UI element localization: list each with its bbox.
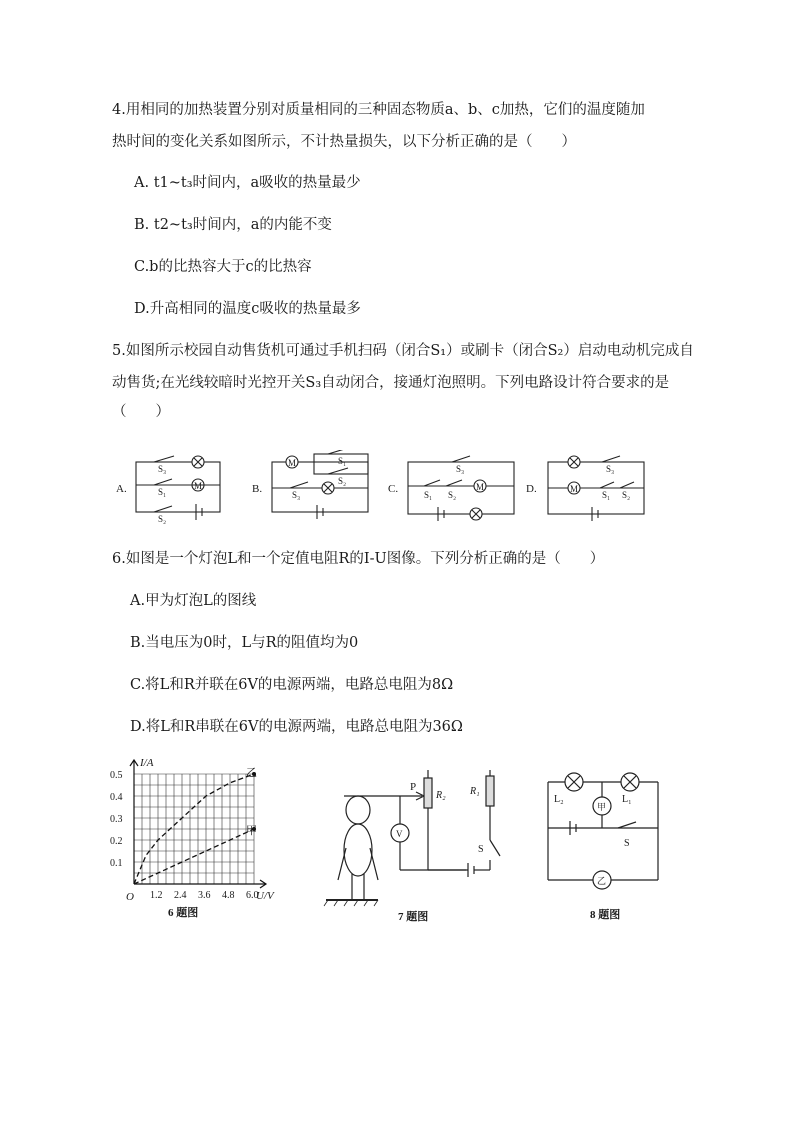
fig8-circuit [540, 768, 670, 928]
fig6-iu-chart [108, 754, 278, 924]
q6-option-d: D.将L和R串联在6V的电源两端，电路总电阻为36Ω [130, 719, 463, 735]
series-line-jia [134, 829, 254, 884]
fig7-p-label: P [410, 781, 417, 793]
fig8-meter-jia: 甲 [597, 802, 607, 812]
circuit-d-s2: S₂ [622, 490, 631, 500]
fig6-origin-label: O [126, 891, 134, 903]
circuit-b-label: B. [252, 483, 263, 495]
circuit-b-s1: S₁ [338, 456, 347, 466]
q6-option-c: C.将L和R并联在6V的电源两端，电路总电阻为8Ω [130, 677, 454, 693]
q4-option-b: B. t2~t₃时间内，a的内能不变 [134, 217, 332, 233]
x-tick-label: 4.8 [222, 890, 235, 901]
q4-stem-line1: 4.用相同的加热装置分别对质量相同的三种固态物质a、b、c加热，它们的温度随加 [112, 102, 645, 118]
x-tick-label: 6.0 [246, 890, 259, 901]
x-tick-label: 2.4 [174, 890, 187, 901]
q4-stem-line2: 热时间的变化关系如图所示，不计热量损失，以下分析正确的是（ ） [112, 134, 576, 150]
fig6-x-axis-label: U/V [256, 890, 274, 902]
circuit-d-s3: S₃ [606, 464, 615, 474]
fig7-voltmeter-label: V [396, 829, 403, 839]
q6-option-b: B.当电压为0时，L与R的阻值均为0 [130, 635, 359, 651]
circuit-c-s3: S₃ [456, 464, 465, 474]
q6-option-a: A.甲为灯泡L的图线 [130, 593, 257, 609]
fig8-switch-label: S [624, 838, 630, 849]
q4-option-a: A. t1~t₃时间内，a吸收的热量最少 [134, 175, 361, 191]
fig7-r1-label: R₁ [470, 786, 480, 797]
circuit-c-label: C. [388, 483, 399, 495]
fig7-caption: 7 题图 [398, 911, 429, 923]
q6-stem: 6.如图是一个灯泡L和一个定值电阻R的I-U图像。下列分析正确的是（ ） [112, 551, 605, 567]
y-tick-label: 0.1 [110, 858, 123, 869]
q5-stem-line3: （ ） [112, 404, 170, 420]
y-tick-label: 0.5 [110, 770, 123, 781]
fig6-caption: 6 题图 [168, 907, 199, 919]
circuit-c-motor: M [476, 482, 485, 492]
q5-stem-line1: 5.如图所示校园自动售货机可通过手机扫码（闭合S₁）或刷卡（闭合S₂）启动电动机完成自 [112, 343, 694, 359]
x-tick-label: 3.6 [198, 890, 211, 901]
circuit-d-motor: M [570, 484, 579, 494]
circuit-a-s1: S₁ [158, 487, 167, 497]
circuit-a-label: A. [116, 483, 127, 495]
x-tick-label: 1.2 [150, 890, 163, 901]
fig7-switch-label: S [478, 844, 484, 855]
fig6-curve-jia-label: 甲 [246, 825, 257, 837]
y-tick-label: 0.4 [110, 792, 123, 803]
circuit-b-s2: S₂ [338, 476, 347, 486]
y-tick-label: 0.2 [110, 836, 123, 847]
fig8-l2-label: L₂ [554, 794, 564, 805]
y-tick-label: 0.3 [110, 814, 123, 825]
q4-option-c: C.b的比热容大于c的比热容 [134, 259, 312, 275]
circuit-b-s3: S₃ [292, 490, 301, 500]
circuit-a-s3: S₃ [158, 464, 167, 474]
circuit-a-s2: S₂ [158, 514, 167, 524]
fig8-l1-label: L₁ [622, 794, 632, 805]
circuit-b-motor: M [288, 458, 297, 468]
fig8-caption: 8 题图 [590, 909, 621, 921]
circuit-c-s1: S₁ [424, 490, 433, 500]
circuit-d-label: D. [526, 483, 537, 495]
q5-circuit-options [112, 450, 672, 530]
fig7-r2-label: R₂ [436, 790, 446, 801]
q5-stem-line2: 动售货;在光线较暗时光控开关S₃自动闭合，接通灯泡照明。下列电路设计符合要求的是 [112, 375, 670, 391]
fig7-circuit [318, 770, 528, 930]
q4-option-d: D.升高相同的温度c吸收的热量最多 [134, 301, 361, 317]
circuit-c-s2: S₂ [448, 490, 457, 500]
circuit-d-s1: S₁ [602, 490, 611, 500]
fig6-y-axis-label: I/A [140, 757, 154, 769]
fig6-curve-yi-label: 乙 [246, 767, 257, 779]
fig8-meter-yi: 乙 [597, 876, 607, 886]
circuit-a-motor: M [194, 481, 203, 491]
